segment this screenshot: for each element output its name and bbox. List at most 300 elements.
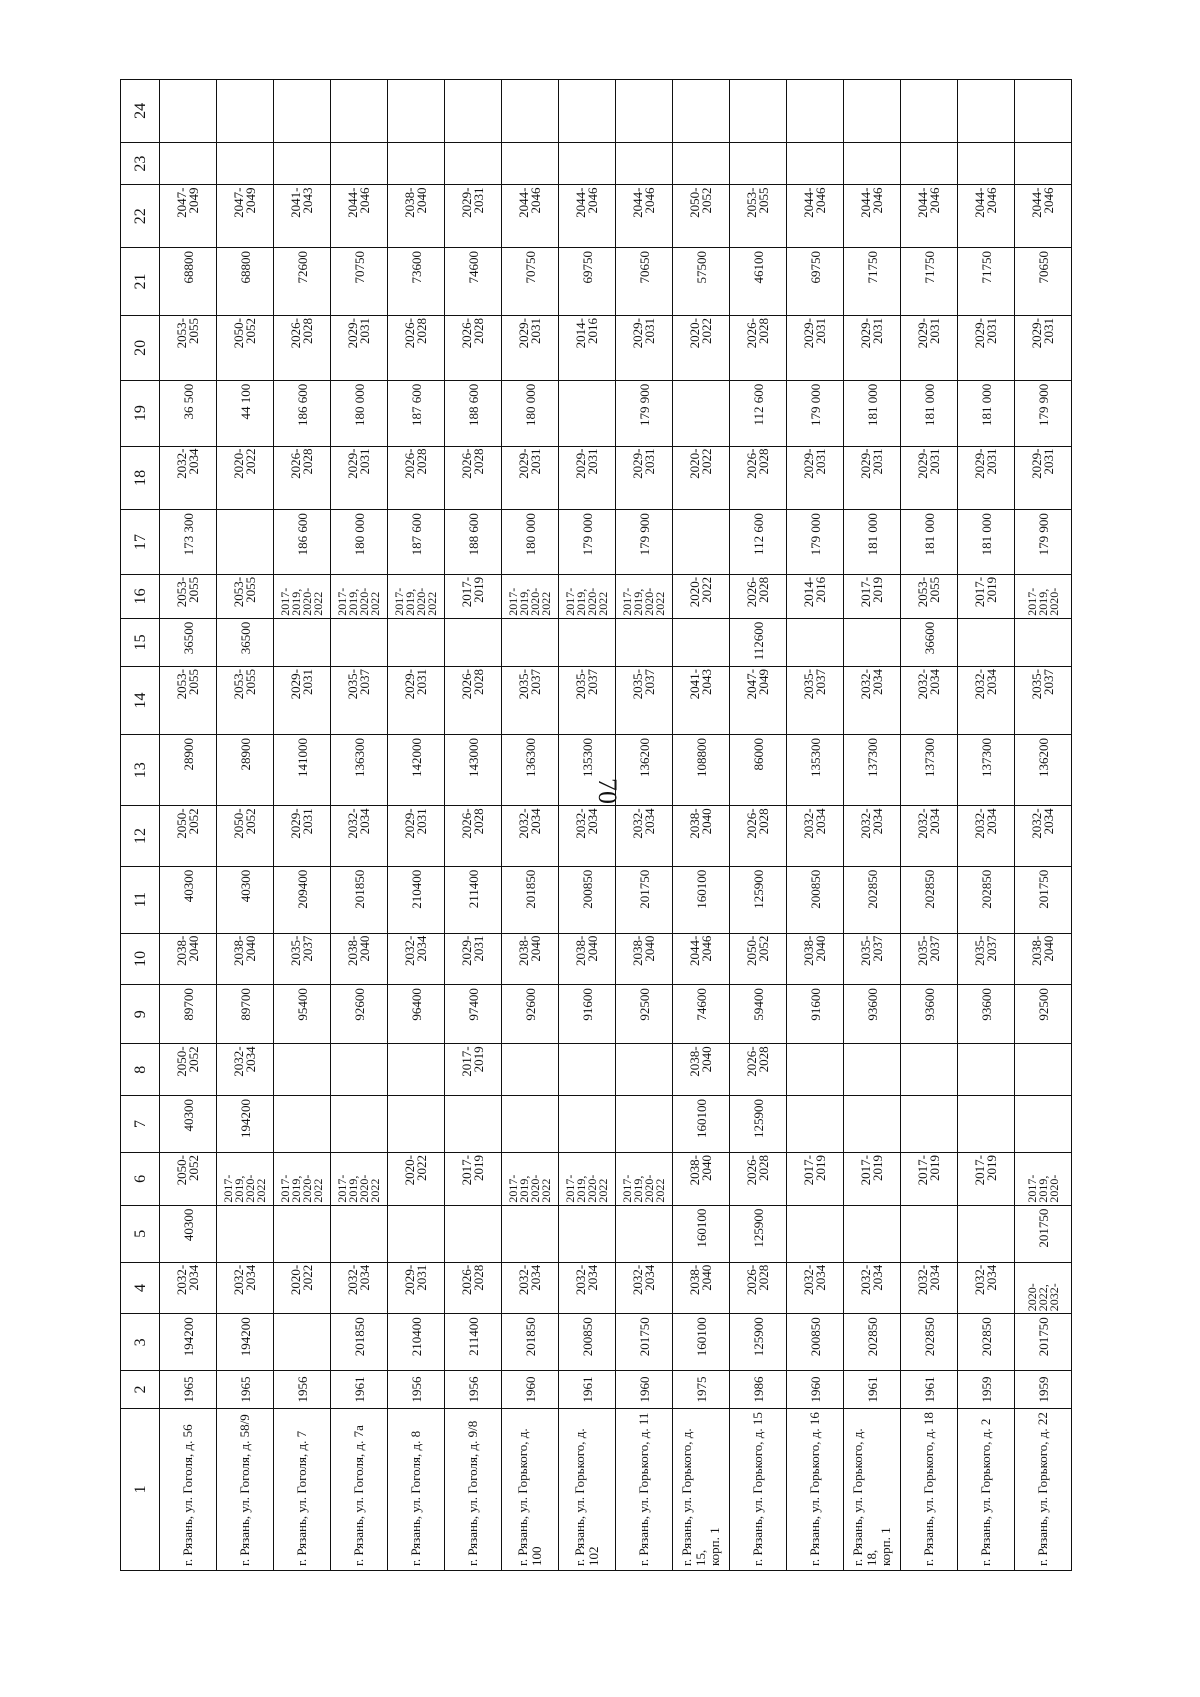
table-cell bbox=[445, 1205, 502, 1262]
table-cell bbox=[559, 380, 616, 446]
table-cell: г. Рязань, ул. Горького, д. 102 bbox=[559, 1408, 616, 1570]
table-cell: 202850 bbox=[844, 866, 901, 933]
table-cell: 2035- 2037 bbox=[559, 667, 616, 735]
table-cell bbox=[274, 1314, 331, 1371]
table-cell: 2026- 2028 bbox=[730, 446, 787, 510]
table-cell bbox=[331, 1095, 388, 1152]
table-cell: г. Рязань, ул. Горького, д. 2 bbox=[958, 1408, 1015, 1570]
table-cell bbox=[616, 142, 673, 185]
table-cell: 2032- 2034 bbox=[388, 933, 445, 985]
table-cell bbox=[616, 1044, 673, 1096]
table-cell: 2035- 2037 bbox=[331, 667, 388, 735]
table-cell: 69750 bbox=[559, 248, 616, 316]
table-cell bbox=[730, 142, 787, 185]
table-cell bbox=[217, 80, 274, 143]
table-cell: 95400 bbox=[274, 985, 331, 1044]
table-cell: 2032- 2034 bbox=[160, 1262, 217, 1314]
table-cell: 97400 bbox=[445, 985, 502, 1044]
table-row bbox=[217, 80, 274, 1571]
table-cell: 59400 bbox=[730, 985, 787, 1044]
table-cell: 86000 bbox=[730, 735, 787, 806]
table-cell: 2026- 2028 bbox=[730, 1153, 787, 1206]
table-cell bbox=[844, 1205, 901, 1262]
table-cell bbox=[160, 80, 217, 143]
table-cell: 2038- 2040 bbox=[388, 185, 445, 248]
table-cell bbox=[1015, 80, 1072, 143]
table-cell: 2017- 2019 bbox=[958, 1153, 1015, 1206]
table-row bbox=[502, 80, 559, 1571]
table-cell: 2041- 2043 bbox=[274, 185, 331, 248]
table-cell: 28900 bbox=[217, 735, 274, 806]
table-cell: 200850 bbox=[559, 866, 616, 933]
table-cell: 2032- 2034 bbox=[616, 1262, 673, 1314]
table-cell: 2026- 2028 bbox=[388, 446, 445, 510]
table-cell: 186 600 bbox=[274, 510, 331, 575]
table-cell: 36500 bbox=[217, 618, 274, 666]
table-cell: 1956 bbox=[388, 1371, 445, 1408]
table-cell bbox=[901, 142, 958, 185]
table-cell: 1986 bbox=[730, 1371, 787, 1408]
table-cell: 135300 bbox=[787, 735, 844, 806]
table-cell: 2020- 2022 bbox=[217, 446, 274, 510]
table-cell: 2038- 2040 bbox=[559, 933, 616, 985]
column-header-8: 8 bbox=[121, 1044, 160, 1096]
table-cell: 93600 bbox=[958, 985, 1015, 1044]
table-cell: 69750 bbox=[787, 248, 844, 316]
column-header-9: 9 bbox=[121, 985, 160, 1044]
table-cell: 2035- 2037 bbox=[274, 933, 331, 985]
table-cell: 2029- 2031 bbox=[1015, 446, 1072, 510]
table-cell: 57500 bbox=[673, 248, 730, 316]
table-cell: 2017- 2019, 2020- 2022 bbox=[388, 574, 445, 618]
table-cell: 1961 bbox=[901, 1371, 958, 1408]
table-cell bbox=[388, 1044, 445, 1096]
table-cell: 2029- 2031 bbox=[331, 446, 388, 510]
table-cell: 2032- 2034 bbox=[844, 1262, 901, 1314]
table-cell: 2029- 2031 bbox=[274, 806, 331, 866]
table-cell bbox=[274, 1044, 331, 1096]
column-header-10: 10 bbox=[121, 933, 160, 985]
table-cell: 2029- 2031 bbox=[787, 316, 844, 381]
table-cell: 92600 bbox=[502, 985, 559, 1044]
table-cell bbox=[1015, 618, 1072, 666]
table-cell: 2050- 2052 bbox=[217, 806, 274, 866]
table-cell bbox=[787, 1095, 844, 1152]
table-cell bbox=[1015, 142, 1072, 185]
table-cell: 2029- 2031 bbox=[901, 446, 958, 510]
table-cell: 2032- 2034 bbox=[559, 1262, 616, 1314]
table-cell: 2044- 2046 bbox=[787, 185, 844, 248]
table-cell: 2035- 2037 bbox=[616, 667, 673, 735]
table-cell: 2029- 2031 bbox=[445, 933, 502, 985]
table-cell bbox=[787, 618, 844, 666]
table-cell bbox=[844, 618, 901, 666]
column-header-20: 20 bbox=[121, 316, 160, 381]
table-cell: 74600 bbox=[673, 985, 730, 1044]
column-header-5: 5 bbox=[121, 1205, 160, 1262]
table-cell: 2053- 2055 bbox=[217, 667, 274, 735]
table-cell: 2020- 2022 bbox=[388, 1153, 445, 1206]
table-cell: 125900 bbox=[730, 866, 787, 933]
table-cell: 2029- 2031 bbox=[958, 316, 1015, 381]
table-cell: г. Рязань, ул. Горького, д. 15, корп. 1 bbox=[673, 1408, 730, 1570]
table-cell: 2017- 2019 bbox=[445, 574, 502, 618]
table-cell bbox=[958, 618, 1015, 666]
table-cell: 201850 bbox=[502, 866, 559, 933]
table-cell bbox=[445, 1095, 502, 1152]
table-cell: 73600 bbox=[388, 248, 445, 316]
column-header-16: 16 bbox=[121, 574, 160, 618]
table-cell: 112 600 bbox=[730, 510, 787, 575]
table-cell: 2038- 2040 bbox=[160, 933, 217, 985]
table-frame bbox=[120, 79, 1105, 1571]
table-row bbox=[388, 80, 445, 1571]
table-body bbox=[160, 80, 1072, 1571]
table-cell: 2044- 2046 bbox=[844, 185, 901, 248]
table-cell bbox=[901, 80, 958, 143]
table-row bbox=[331, 80, 388, 1571]
table-cell: 2017- 2019, 2020- 2022 bbox=[502, 1153, 559, 1206]
table-cell bbox=[901, 1044, 958, 1096]
table-cell bbox=[844, 80, 901, 143]
table-cell: 2032- 2034 bbox=[217, 1262, 274, 1314]
column-header-3: 3 bbox=[121, 1314, 160, 1371]
table-cell bbox=[958, 1044, 1015, 1096]
table-cell: 179 000 bbox=[787, 380, 844, 446]
table-cell: 93600 bbox=[901, 985, 958, 1044]
table-cell: 137300 bbox=[901, 735, 958, 806]
table-cell: 173 300 bbox=[160, 510, 217, 575]
table-cell: 181 000 bbox=[901, 510, 958, 575]
table-cell: 40300 bbox=[160, 1205, 217, 1262]
table-cell: 2017- 2019 bbox=[445, 1044, 502, 1096]
table-cell: 2029- 2031 bbox=[844, 316, 901, 381]
table-cell: 36600 bbox=[901, 618, 958, 666]
table-cell bbox=[787, 142, 844, 185]
table-cell: г. Рязань, ул. Горького, д. 11 bbox=[616, 1408, 673, 1570]
table-cell bbox=[1015, 1044, 1072, 1096]
table-cell: 160100 bbox=[673, 1314, 730, 1371]
table-cell: 92600 bbox=[331, 985, 388, 1044]
table-cell: 2020- 2022 bbox=[673, 446, 730, 510]
table-cell: 2029- 2031 bbox=[787, 446, 844, 510]
table-cell: 2050- 2052 bbox=[160, 1044, 217, 1096]
capital-repair-schedule-table bbox=[120, 79, 1072, 1571]
table-cell: 2014- 2016 bbox=[787, 574, 844, 618]
column-header-13: 13 bbox=[121, 735, 160, 806]
table-cell: 2038- 2040 bbox=[1015, 933, 1072, 985]
table-cell: 194200 bbox=[160, 1314, 217, 1371]
table-row bbox=[1015, 80, 1072, 1571]
table-cell bbox=[502, 618, 559, 666]
table-cell: 2029- 2031 bbox=[844, 446, 901, 510]
table-cell: 2017- 2019 bbox=[958, 574, 1015, 618]
table-cell bbox=[502, 80, 559, 143]
table-cell bbox=[331, 142, 388, 185]
table-cell: 2032- 2034 bbox=[559, 806, 616, 866]
table-cell: 2044- 2046 bbox=[331, 185, 388, 248]
table-cell: 2032- 2034 bbox=[502, 1262, 559, 1314]
table-cell: 70750 bbox=[502, 248, 559, 316]
table-cell: 2044- 2046 bbox=[958, 185, 1015, 248]
table-cell: 96400 bbox=[388, 985, 445, 1044]
table-cell bbox=[673, 510, 730, 575]
table-cell bbox=[730, 80, 787, 143]
column-header-15: 15 bbox=[121, 618, 160, 666]
table-cell bbox=[331, 1044, 388, 1096]
table-cell bbox=[559, 618, 616, 666]
table-cell bbox=[445, 80, 502, 143]
table-cell: 1961 bbox=[844, 1371, 901, 1408]
table-cell bbox=[844, 1095, 901, 1152]
table-cell: 210400 bbox=[388, 866, 445, 933]
table-cell: 2035- 2037 bbox=[1015, 667, 1072, 735]
table-cell: 2026- 2028 bbox=[445, 667, 502, 735]
table-cell: 70650 bbox=[1015, 248, 1072, 316]
table-cell: 2053- 2055 bbox=[217, 574, 274, 618]
table-cell bbox=[502, 1095, 559, 1152]
table-cell: 179 900 bbox=[1015, 380, 1072, 446]
table-cell: 2032- 2034 bbox=[901, 1262, 958, 1314]
table-cell bbox=[274, 618, 331, 666]
table-cell: 2026- 2028 bbox=[730, 316, 787, 381]
table-cell: 2026- 2028 bbox=[730, 806, 787, 866]
column-header-12: 12 bbox=[121, 806, 160, 866]
column-header-6: 6 bbox=[121, 1153, 160, 1206]
table-cell: 70750 bbox=[331, 248, 388, 316]
table-row bbox=[673, 80, 730, 1571]
table-cell: 202850 bbox=[958, 866, 1015, 933]
table-cell: 2050- 2052 bbox=[160, 1153, 217, 1206]
table-cell: 180 000 bbox=[331, 510, 388, 575]
table-cell: 135300 bbox=[559, 735, 616, 806]
table-cell: 2014- 2016 bbox=[559, 316, 616, 381]
column-header-17: 17 bbox=[121, 510, 160, 575]
table-cell: 2044- 2046 bbox=[616, 185, 673, 248]
table-cell: 2032- 2034 bbox=[160, 446, 217, 510]
table-cell bbox=[445, 618, 502, 666]
table-cell: 2029- 2031 bbox=[502, 316, 559, 381]
table-cell: 187 600 bbox=[388, 380, 445, 446]
table-cell: 1956 bbox=[445, 1371, 502, 1408]
table-cell: 186 600 bbox=[274, 380, 331, 446]
table-cell: 202850 bbox=[901, 1314, 958, 1371]
table-cell: 2044- 2046 bbox=[673, 933, 730, 985]
table-cell: 68800 bbox=[160, 248, 217, 316]
table-cell: 2032- 2034 bbox=[958, 1262, 1015, 1314]
table-cell bbox=[388, 1205, 445, 1262]
table-cell: 188 600 bbox=[445, 380, 502, 446]
table-cell bbox=[616, 1095, 673, 1152]
table-cell: 2038- 2040 bbox=[787, 933, 844, 985]
table-cell: 2029- 2031 bbox=[388, 667, 445, 735]
table-cell: 2017- 2019, 2020- 2022 bbox=[331, 574, 388, 618]
table-cell: 92500 bbox=[616, 985, 673, 1044]
table-cell: 2053- 2055 bbox=[160, 667, 217, 735]
table-row bbox=[844, 80, 901, 1571]
table-cell: 2035- 2037 bbox=[844, 933, 901, 985]
table-cell: 2053- 2055 bbox=[901, 574, 958, 618]
table-cell bbox=[787, 1044, 844, 1096]
table-cell: 2032- 2034 bbox=[217, 1044, 274, 1096]
table-cell bbox=[958, 1205, 1015, 1262]
table-cell: 112600 bbox=[730, 618, 787, 666]
table-cell bbox=[274, 142, 331, 185]
table-cell bbox=[616, 80, 673, 143]
table-cell: 181 000 bbox=[958, 380, 1015, 446]
table-cell bbox=[388, 80, 445, 143]
table-cell: 125900 bbox=[730, 1205, 787, 1262]
table-cell: 201850 bbox=[331, 866, 388, 933]
table-cell: 187 600 bbox=[388, 510, 445, 575]
table-cell: 2041- 2043 bbox=[673, 667, 730, 735]
table-cell: 201750 bbox=[1015, 1205, 1072, 1262]
table-cell bbox=[787, 80, 844, 143]
table-cell bbox=[388, 618, 445, 666]
table-cell bbox=[901, 1205, 958, 1262]
table-cell: 180 000 bbox=[502, 510, 559, 575]
table-cell: 2047- 2049 bbox=[160, 185, 217, 248]
table-cell: 2053- 2055 bbox=[730, 185, 787, 248]
table-cell: 2050- 2052 bbox=[217, 316, 274, 381]
table-cell bbox=[445, 142, 502, 185]
table-cell bbox=[274, 80, 331, 143]
table-cell: г. Рязань, ул. Горького, д. 100 bbox=[502, 1408, 559, 1570]
table-cell: 2032- 2034 bbox=[787, 806, 844, 866]
table-cell: 2038- 2040 bbox=[331, 933, 388, 985]
table-cell: 188 600 bbox=[445, 510, 502, 575]
table-cell: 1961 bbox=[559, 1371, 616, 1408]
column-number-header bbox=[121, 80, 160, 1571]
table-cell bbox=[331, 80, 388, 143]
column-header-18: 18 bbox=[121, 446, 160, 510]
table-cell: 2032- 2034 bbox=[844, 806, 901, 866]
table-cell: 2029- 2031 bbox=[388, 806, 445, 866]
table-cell: 72600 bbox=[274, 248, 331, 316]
table-row bbox=[901, 80, 958, 1571]
table-cell: 2032- 2034 bbox=[331, 806, 388, 866]
table-cell bbox=[958, 142, 1015, 185]
page-number: 70 bbox=[593, 778, 622, 804]
table-cell: 2032- 2034 bbox=[787, 1262, 844, 1314]
table-cell bbox=[901, 1095, 958, 1152]
table-cell: 2026- 2028 bbox=[445, 806, 502, 866]
table-cell: 2029- 2031 bbox=[274, 667, 331, 735]
table-cell bbox=[388, 142, 445, 185]
table-cell bbox=[958, 1095, 1015, 1152]
table-cell bbox=[274, 1095, 331, 1152]
column-header-7: 7 bbox=[121, 1095, 160, 1152]
table-cell: 2038- 2040 bbox=[616, 933, 673, 985]
table-cell: 68800 bbox=[217, 248, 274, 316]
table-cell: 136200 bbox=[1015, 735, 1072, 806]
table-cell: 181 000 bbox=[844, 380, 901, 446]
table-cell: 2032- 2034 bbox=[958, 667, 1015, 735]
table-row bbox=[559, 80, 616, 1571]
table-cell bbox=[217, 510, 274, 575]
table-row bbox=[616, 80, 673, 1571]
table-cell bbox=[616, 618, 673, 666]
table-cell: 2017- 2019 bbox=[445, 1153, 502, 1206]
table-cell: 108800 bbox=[673, 735, 730, 806]
table-cell bbox=[502, 1044, 559, 1096]
table-cell: 2026- 2028 bbox=[274, 316, 331, 381]
table-cell bbox=[673, 142, 730, 185]
table-cell bbox=[673, 618, 730, 666]
table-cell: 93600 bbox=[844, 985, 901, 1044]
table-cell: 180 000 bbox=[502, 380, 559, 446]
table-cell: г. Рязань, ул. Горького, д. 15 bbox=[730, 1408, 787, 1570]
table-cell: 179 000 bbox=[787, 510, 844, 575]
table-cell bbox=[1015, 1095, 1072, 1152]
table-cell: 2029- 2031 bbox=[559, 446, 616, 510]
table-cell bbox=[616, 1205, 673, 1262]
column-header-14: 14 bbox=[121, 667, 160, 735]
table-cell: 71750 bbox=[901, 248, 958, 316]
table-cell: 180 000 bbox=[331, 380, 388, 446]
table-cell bbox=[787, 1205, 844, 1262]
table-cell bbox=[673, 80, 730, 143]
table-cell bbox=[844, 142, 901, 185]
table-cell: 1975 bbox=[673, 1371, 730, 1408]
table-cell: 200850 bbox=[559, 1314, 616, 1371]
column-header-11: 11 bbox=[121, 866, 160, 933]
table-cell: 2038- 2040 bbox=[217, 933, 274, 985]
table-cell: 125900 bbox=[730, 1095, 787, 1152]
column-header-24: 24 bbox=[121, 80, 160, 143]
table-cell: 2032- 2034 bbox=[502, 806, 559, 866]
column-header-21: 21 bbox=[121, 248, 160, 316]
table-cell: 2026- 2028 bbox=[730, 574, 787, 618]
table-cell: 2032- 2034 bbox=[1015, 806, 1072, 866]
table-cell bbox=[331, 618, 388, 666]
table-cell: 92500 bbox=[1015, 985, 1072, 1044]
table-cell: 28900 bbox=[160, 735, 217, 806]
table-cell: 2044- 2046 bbox=[559, 185, 616, 248]
table-cell: 2032- 2034 bbox=[901, 806, 958, 866]
table-cell: 136300 bbox=[502, 735, 559, 806]
table-cell: 2026- 2028 bbox=[730, 1262, 787, 1314]
table-cell: 202850 bbox=[901, 866, 958, 933]
table-cell: 2032- 2034 bbox=[616, 806, 673, 866]
table-cell: 2020- 2022 bbox=[673, 316, 730, 381]
column-header-2: 2 bbox=[121, 1371, 160, 1408]
table-cell: 194200 bbox=[217, 1314, 274, 1371]
table-row bbox=[160, 80, 217, 1571]
table-cell: 2044- 2046 bbox=[1015, 185, 1072, 248]
table-cell: г. Рязань, ул. Горького, д. 22 bbox=[1015, 1408, 1072, 1570]
table-cell: 1960 bbox=[787, 1371, 844, 1408]
table-cell bbox=[958, 80, 1015, 143]
table-cell: 2032- 2034 bbox=[901, 667, 958, 735]
table-cell: г. Рязань, ул. Гоголя, д. 7 bbox=[274, 1408, 331, 1570]
table-cell: 2038- 2040 bbox=[673, 1262, 730, 1314]
table-cell: 89700 bbox=[217, 985, 274, 1044]
table-cell: 202850 bbox=[958, 1314, 1015, 1371]
table-cell: 2047- 2049 bbox=[217, 185, 274, 248]
table-cell: 2029- 2031 bbox=[616, 316, 673, 381]
table-cell: 2029- 2031 bbox=[331, 316, 388, 381]
column-header-19: 19 bbox=[121, 380, 160, 446]
table-row bbox=[958, 80, 1015, 1571]
table-cell: 179 900 bbox=[1015, 510, 1072, 575]
table-cell: г. Рязань, ул. Горького, д. 18 bbox=[901, 1408, 958, 1570]
table-cell: 201850 bbox=[502, 1314, 559, 1371]
table-cell: 1960 bbox=[616, 1371, 673, 1408]
table-cell: 136200 bbox=[616, 735, 673, 806]
table-cell bbox=[844, 1044, 901, 1096]
table-cell: 2017- 2019 bbox=[787, 1153, 844, 1206]
